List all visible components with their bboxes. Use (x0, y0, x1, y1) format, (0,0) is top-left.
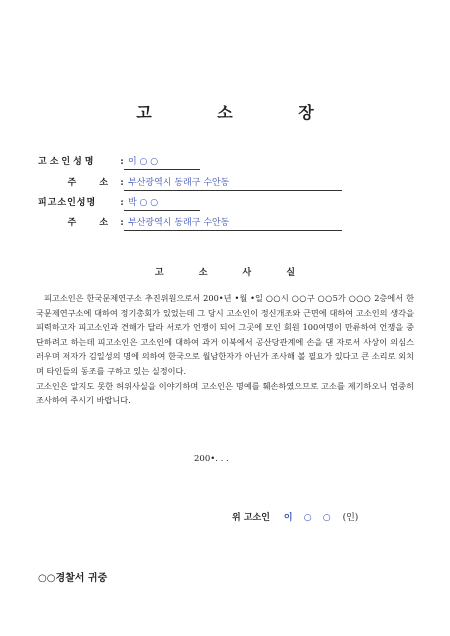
accused-address-underline (124, 230, 342, 231)
facts-section-title: 고 소 사 실 (154, 268, 312, 278)
accused-address-row (38, 216, 229, 230)
accused-name-underline (124, 210, 200, 211)
facts-body (36, 291, 414, 408)
accused-address-value: 부산광역시 동래구 수안동 (128, 218, 230, 228)
signature-name: 이 ○ ○ (283, 513, 335, 523)
signature-seal: (인) (342, 513, 359, 523)
facts-paragraph-1: 피고소인은 한국문제연구소 추진위원으로서 200•년 •월 •일 ○○시 ○○구 ○○5가 ○○○ 2층에서 한국문제연구소에 대하여 정기총회가 있었는데 그 당시 고소인이 정신개조와 근면에 대하여 고소인의 생각을 피력하고자 피고소인과 견해가 달라 서로가 언쟁이 되어 그곳에 모인 회원 100여명이 만류하여 언쟁을 중단하려고 하는데 피고소인은 고소인에 대하여 과거 이북에서 공산당관계에 손을 댄 자로서 사상이 의심스러우며 저자가 김일성의 명에 의하여 한국으로 월남한자가 아닌가 조사해 볼 필요가 있다고 큰 소리로 외치며 타인들의 동조를 구하고 있는 실정이다. (36, 293, 414, 376)
accused-name-colon: : (120, 198, 124, 208)
recipient-police-station: ○○경찰서 귀중 (38, 573, 108, 584)
complainant-name-colon: : (120, 157, 124, 167)
accused-name-value: 박 ○ ○ (128, 198, 159, 208)
accused-address-label: 주 소 (67, 218, 118, 228)
complainant-name-underline (124, 169, 200, 170)
accused-address-colon: : (120, 218, 124, 228)
signature-label: 위 고소인 (232, 513, 270, 523)
facts-paragraph-2: 고소인은 알지도 못한 허위사실을 이야기하며 고소인은 명예를 훼손하였으므로 고소를 제기하오니 엄중히 조사하여 주시기 바랍니다. (36, 380, 414, 406)
complainant-name-row (38, 155, 158, 169)
complainant-name-label: 고소인성명 (38, 157, 97, 167)
complainant-address-row (38, 176, 229, 190)
complainant-address-label: 주 소 (67, 178, 118, 188)
accused-name-label: 피고소인성명 (38, 198, 97, 208)
signature-block (232, 510, 358, 523)
complainant-address-underline (124, 190, 342, 191)
complainant-address-value: 부산광역시 동래구 수안동 (128, 178, 230, 188)
complainant-name-value: 이 ○ ○ (128, 157, 159, 167)
document-date: 200•. . . (194, 454, 229, 464)
accused-name-row (38, 196, 158, 210)
complainant-address-colon: : (120, 178, 124, 188)
document-title: 고 소 장 (136, 103, 344, 122)
